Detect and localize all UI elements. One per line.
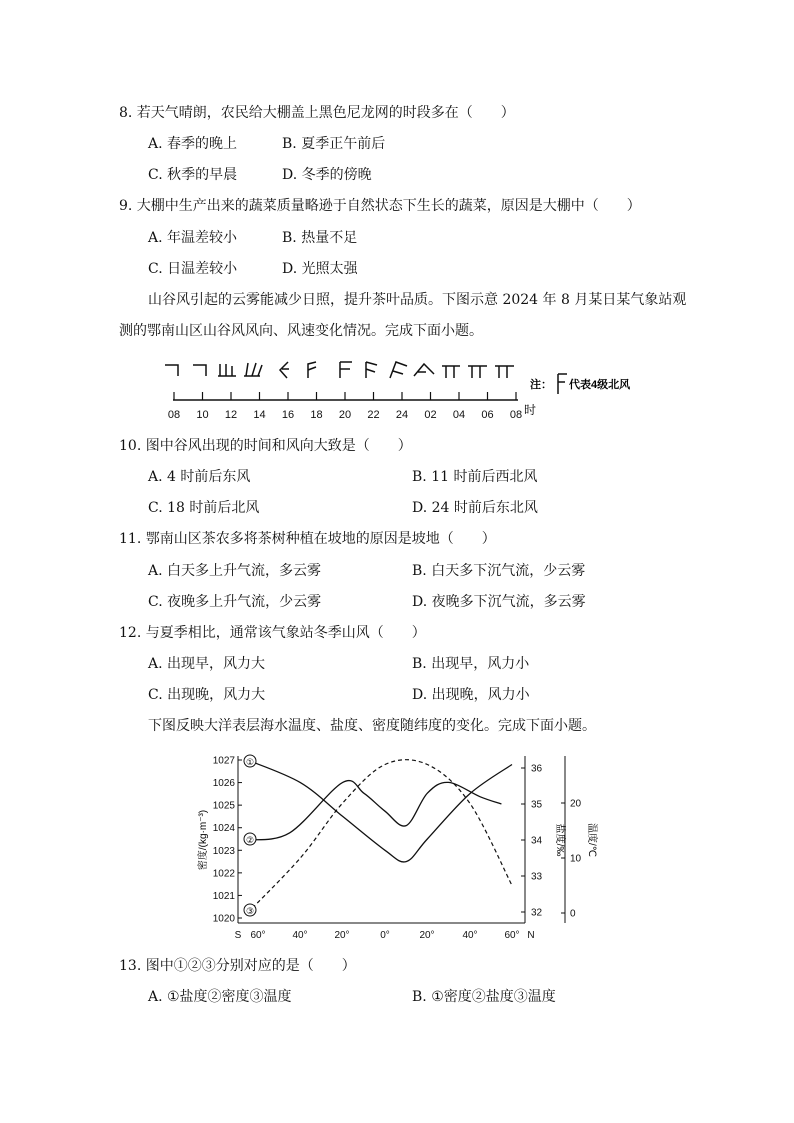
density-tick-label: 1027 (212, 755, 235, 767)
latitude-label: 60° (250, 930, 266, 941)
series-2-line (247, 781, 501, 840)
wind-barb-20 (340, 362, 352, 378)
latitude-label: 60° (504, 930, 520, 941)
wind-barb-10 (193, 365, 206, 376)
wind-barb-06 (468, 366, 487, 378)
time-unit: 时 (524, 403, 537, 417)
temperature-tick-label: 0 (570, 908, 576, 920)
q13-option-b: B. ①密度②盐度③温度 (412, 989, 556, 1005)
wind-barb-14 (244, 363, 262, 376)
hour-tick-label: 10 (196, 409, 209, 421)
hour-tick-label: 12 (224, 409, 238, 421)
latitude-label: 40° (462, 930, 478, 941)
q10-option-c: C. 18 时前后北风 (148, 500, 260, 516)
density-tick-label: 1026 (212, 778, 235, 790)
hour-tick-label: 02 (424, 409, 437, 421)
q8-option-b: B. 夏季正午前后 (282, 136, 386, 152)
intro-paragraph-line2: 测的鄂南山区山谷风风向、风速变化情况。完成下面小题。 (119, 323, 483, 339)
wind-barb-figure (160, 352, 650, 424)
wind-barb-18 (308, 362, 316, 378)
density-tick-label: 1024 (212, 823, 235, 835)
q8-option-d: D. 冬季的傍晚 (282, 167, 372, 183)
hour-tick-label: 18 (310, 409, 323, 421)
wind-barb-04 (442, 366, 460, 378)
temperature-tick-label: 10 (570, 853, 582, 865)
series-1-label: ① (245, 757, 255, 767)
q11-stem: 11. 鄂南山区茶农多将茶树种植在坡地的原因是坡地（ ） (119, 531, 496, 547)
q8-option-a: A. 春季的晚上 (148, 136, 238, 152)
hour-tick-label: 22 (367, 409, 380, 421)
salinity-tick-label: 34 (531, 835, 543, 847)
hour-tick-label: 08 (167, 409, 181, 421)
q10-stem: 10. 图中谷风出现的时间和风向大致是（ ） (119, 438, 412, 454)
salinity-axis-label: 盐度/‰ (554, 823, 565, 857)
q9-option-a: A. 年温差较小 (148, 230, 238, 246)
density-tick-label: 1021 (212, 890, 235, 902)
q9-stem: 9. 大棚中生产出来的蔬菜质量略逊于自然状态下生长的蔬菜，原因是大棚中（ ） (119, 198, 641, 214)
q9-option-c: C. 日温差较小 (148, 261, 238, 277)
q13-stem: 13. 图中①②③分别对应的是（ ） (119, 958, 356, 974)
q8-option-c: C. 秋季的早晨 (148, 167, 238, 183)
q12-option-c: C. 出现晚，风力大 (148, 687, 266, 703)
hour-tick-label: 20 (338, 409, 352, 421)
ocean-surface-chart (195, 748, 595, 944)
q9-option-d: D. 光照太强 (282, 261, 358, 277)
latitude-label: 40° (292, 930, 308, 941)
salinity-tick-label: 32 (531, 907, 543, 919)
latitude-label: N (527, 930, 535, 941)
wind-barb-16 (280, 362, 289, 378)
note-prefix: 注： (530, 379, 552, 391)
q8-stem: 8. 若天气晴朗，农民给大棚盖上黑色尼龙网的时段多在（ ） (119, 105, 515, 121)
salinity-tick-label: 33 (531, 871, 543, 883)
wind-barb-08b (495, 366, 514, 378)
hour-tick-label: 06 (481, 409, 494, 421)
hour-tick-marks (174, 392, 516, 400)
note-text: 代表4级北风 (569, 379, 631, 391)
hour-tick-label: 24 (395, 409, 409, 421)
q12-option-a: A. 出现早，风力大 (148, 656, 266, 672)
q12-option-b: B. 出现早，风力小 (412, 656, 530, 672)
series-1-line (247, 760, 512, 862)
latitude-label: 20° (419, 930, 435, 941)
density-tick-label: 1023 (212, 845, 235, 857)
salinity-tick-label: 36 (531, 763, 543, 775)
wind-barb-12 (218, 364, 236, 376)
q11-option-b: B. 白天多下沉气流，少云雾 (412, 563, 586, 579)
hour-tick-label: 16 (281, 409, 295, 421)
q13-option-a: A. ①盐度②密度③温度 (148, 989, 292, 1005)
q11-option-a: A. 白天多上升气流，多云雾 (148, 563, 322, 579)
q10-option-d: D. 24 时前后东北风 (412, 500, 538, 516)
density-tick-label: 1020 (212, 913, 235, 925)
q12-option-d: D. 出现晚，风力小 (412, 687, 530, 703)
density-tick-label: 1025 (212, 800, 235, 812)
hour-tick-label: 08 (509, 409, 523, 421)
wind-barb-24 (390, 362, 407, 378)
temperature-axis-label: 温度/℃ (586, 822, 597, 858)
latitude-label: 0° (380, 930, 390, 941)
north-wind-legend-icon (558, 374, 567, 394)
wind-barb-08 (165, 365, 178, 376)
hour-tick-label: 04 (452, 409, 466, 421)
q11-option-d: D. 夜晚多下沉气流，多云雾 (412, 594, 586, 610)
series-3-label: ③ (245, 906, 255, 916)
salinity-tick-label: 35 (531, 799, 543, 811)
density-axis-label: 密度/(kg·m⁻³) (198, 809, 209, 871)
series-2-label: ② (245, 835, 255, 845)
series-3-line (247, 760, 512, 913)
latitude-label: S (234, 930, 242, 941)
q9-option-b: B. 热量不足 (282, 230, 358, 246)
intro2-paragraph: 下图反映大洋表层海水温度、盐度、密度随纬度的变化。完成下面小题。 (148, 718, 596, 734)
intro-paragraph-line1: 山谷风引起的云雾能减少日照，提升茶叶品质。下图示意 2024 年 8 月某日某气象站观 (148, 292, 687, 308)
latitude-label: 20° (334, 930, 350, 941)
hour-tick-labels (168, 409, 522, 421)
temperature-tick-label: 20 (570, 798, 582, 810)
q10-option-a: A. 4 时前后东风 (148, 469, 251, 485)
density-tick-label: 1022 (212, 868, 235, 880)
q12-stem: 12. 与夏季相比，通常该气象站冬季山风（ ） (119, 625, 426, 641)
q10-option-b: B. 11 时前后西北风 (412, 469, 538, 485)
wind-barb-22 (366, 362, 377, 378)
q11-option-c: C. 夜晚多上升气流，少云雾 (148, 594, 322, 610)
wind-barb-02 (414, 364, 434, 376)
hour-tick-label: 14 (253, 409, 266, 421)
